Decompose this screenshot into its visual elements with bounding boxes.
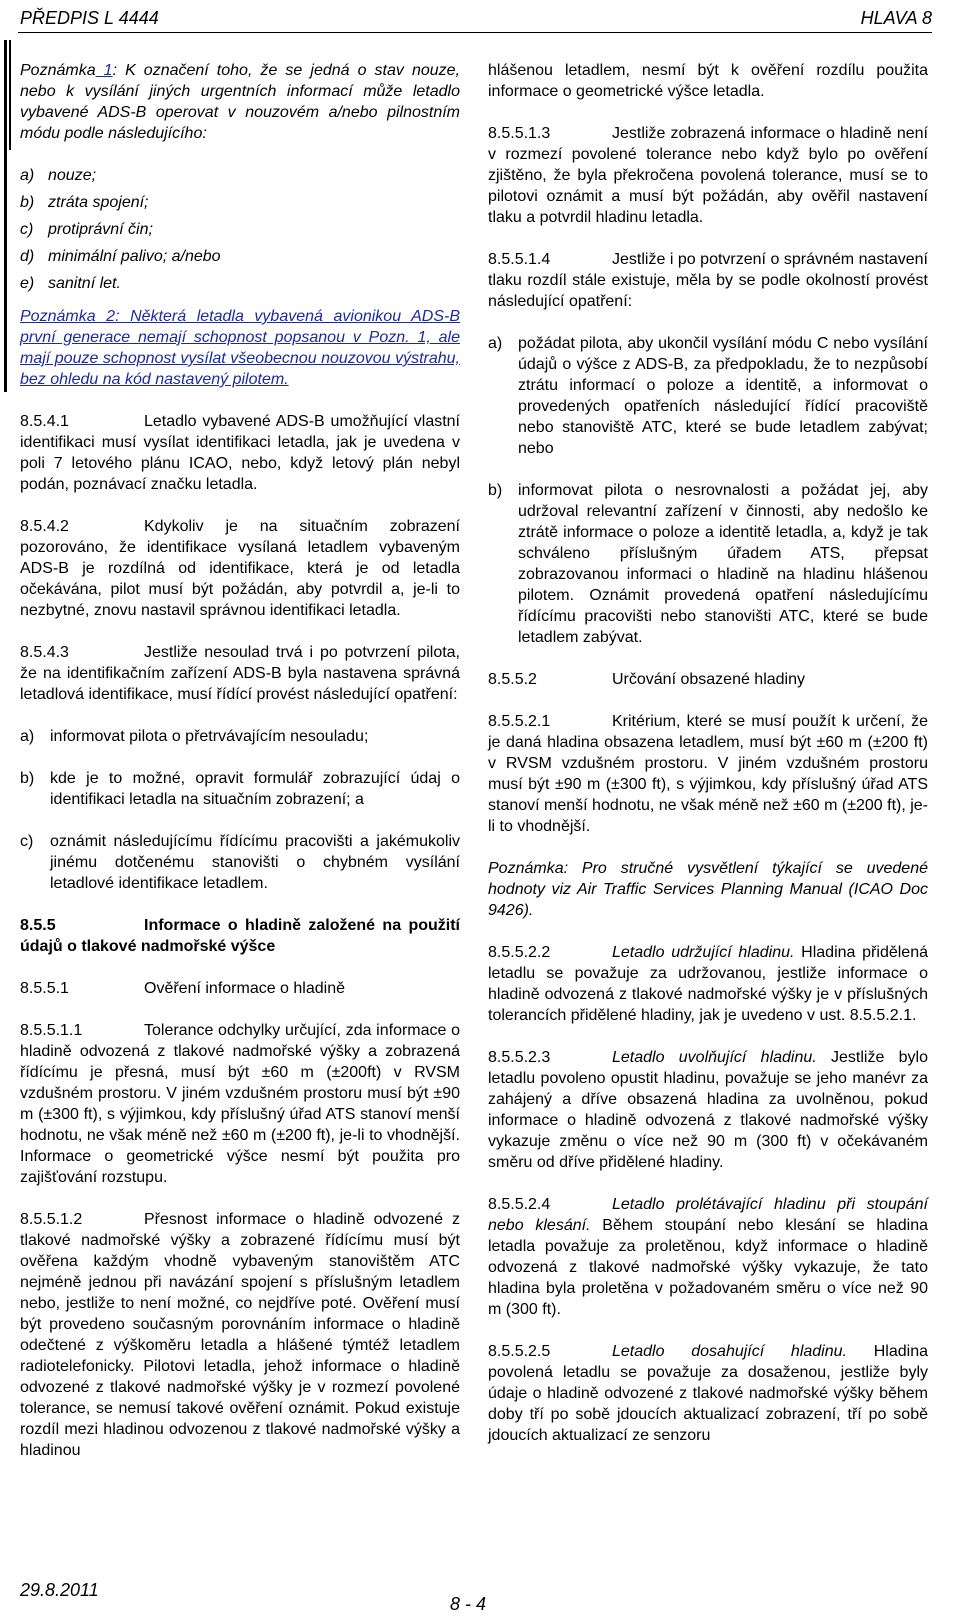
change-bar	[4, 40, 7, 392]
list-item: b) kde je to možné, opravit formulář zobrazující údaj o identifikaci letadla na situačním zobrazení; a	[20, 770, 460, 808]
para-8-5-5-1-4: 8.5.5.1.4 Jestliže i po potvrzení o správném nastavení tlaku rozdíl stále existuje, měla by se podle okolností provést následující opatření:	[488, 251, 928, 310]
list-item: b) ztráta spojení;	[20, 194, 149, 211]
section-heading-8-5-5: 8.5.5 Informace o hladině založené na použití údajů o tlakové nadmořské výšce	[20, 917, 460, 955]
subsection-heading-8-5-5-2: 8.5.5.2 Určování obsazené hladiny	[488, 671, 806, 688]
list-item: c) oznámit následujícímu řídícímu pracovišti a jakémukoliv jinému dotčenému stanovišti o chybném vysílání letadlové identifikace letadlem.	[20, 833, 460, 892]
list-item: a) informovat pilota o přetrvávajícím nesouladu;	[20, 728, 369, 745]
para-8-5-4-1: 8.5.4.1 Letadlo vybavené ADS-B umožňující vlastní identifikaci musí vysílat identifikaci letadla, jak je uvedena v poli 7 letového plánu ICAO, nebo, když letový plán nebyl podán, poznávací značku letadla.	[20, 413, 460, 493]
list-item: a) požádat pilota, aby ukončil vysílání módu C nebo vysílání údajů o výšce z ADS-B, za předpokladu, že to nezpůsobí ztrátu informací o poloze a identitě, a informovat o provedených opatřeních následující řídící pracoviště nebo stanoviště ATC, které se bude letadlem zabývat; nebo	[488, 335, 928, 457]
footer-date: 29.8.2011	[20, 1580, 99, 1600]
para-8-5-5-2-5: 8.5.5.2.5 Letadlo dosahující hladinu. Hladina povolená letadlu se považuje za dosaženou, jestliže byly údaje o hladině odvozené z tlakové nadmořské výšky během doby tří po sobě jdoucích aktualizací zobrazení, tří po sobě jdoucích aktualizací ze senzoru	[488, 1343, 928, 1444]
para-8-5-5-2-3: 8.5.5.2.3 Letadlo uvolňující hladinu. Jestliže bylo letadlu povoleno opustit hladinu, považuje se jeho manévr za zahájený a dříve obsazená hladina za uvolněnou, pokud informace o hladině odvozená z tlakové nadmořské výšky vykazuje změnu o více než 90 m (300 ft) v očekávaném směru od dříve přidělené hladiny.	[488, 1049, 928, 1171]
left-column	[20, 60, 460, 1482]
para-8-5-5-1-2: 8.5.5.1.2 Přesnost informace o hladině odvozené z tlakové nadmořské výšky a zobrazené řídícímu musí být ověřena každým vhodně vybaveným stanovištěm ATC nejméně jednou při navázání spojení s příslušným letadlem nebo, jestliže to není možné, co nejdříve poté. Ověření musí být provedeno současným porovnáním informace o hladině odečtené z výškoměru letadla a hlášené týmtéž letadlem radiotelefonicky. Pilotovi letadla, jehož informace o hladině odvozené z tlakové nadmořské výšky je v rozmezí povolené tolerance, se nemusí takové ověření oznámit. Pokud existuje rozdíl mezi hladinou odvozenou z tlakové nadmořské výšky a hladinou	[20, 1211, 460, 1459]
page-number: 8 - 4	[450, 1594, 487, 1614]
right-column	[488, 60, 928, 1467]
para-8-5-5-2-1: 8.5.5.2.1 Kritérium, které se musí použít k určení, že je daná hladina obsazena letadlem, musí být ±60 m (±200 ft) v RVSM vzdušném prostoru. V jiném vzdušném prostoru musí být ±90 m (±300 ft), s výjimkou, kdy příslušný úřad ATS stanoví menší hodnotu, ne však méně než ±60 m (±200 ft), je-li to vhodnější.	[488, 713, 929, 835]
note-1-ref-link[interactable]: 1	[95, 62, 113, 79]
para-8-5-4-2: 8.5.4.2 Kdykoliv je na situačním zobrazení pozorováno, že identifikace vysílaná letadlem vybaveným ADS-B je rozdílná od identifikace, která je od letadla očekávána, pilot musí být požádán, aby potvrdil a, je-li to nezbytné, znovu nastavil správnou identifikaci letadla.	[20, 518, 460, 619]
para-continuation: hlášenou letadlem, nesmí být k ověření rozdílu použita informace o geometrické výšce letadla.	[488, 62, 928, 100]
document-title: PŘEDPIS L 4444	[20, 8, 159, 28]
para-8-5-5-1-3: 8.5.5.1.3 Jestliže zobrazená informace o hladině není v rozmezí povolené tolerance nebo když bylo po ověření zjištěno, že byla překročena povolená tolerance, musí se to pilotovi oznámit a musí být požádán, aby ověřil nastavení tlaku a potvrdil hladinu letadla.	[488, 125, 928, 226]
list-item: a) nouze;	[20, 167, 97, 184]
list-item: b) informovat pilota o nesrovnalosti a požádat jej, aby udržoval relevantní zařízení v činnosti, aby nedošlo ke ztrátě informace o poloze a identitě letadla, a, když je tak schváleno příslušným úřadem ATS, přepsat zobrazovanou informaci o hladině na hladinu hlášenou pilotem. Oznámit provedená opatření následujícímu řídícímu pracovišti nebo stanovišti ATC, které se bude letadlem zabývat.	[488, 482, 928, 646]
para-8-5-4-3: 8.5.4.3 Jestliže nesoulad trvá i po potvrzení pilota, že na identifikačním zařízení ADS-B byla nastavena správná letadlová identifikace, musí řídící provést následující opatření:	[20, 644, 460, 703]
list-item: d) minimální palivo; a/nebo	[20, 248, 221, 265]
subsection-heading-8-5-5-1: 8.5.5.1 Ověření informace o hladině	[20, 980, 345, 997]
para-8-5-5-2-4: 8.5.5.2.4 Letadlo prolétávající hladinu při stoupání nebo klesání. Během stoupání nebo klesání se hladina letadla považuje za proletěnou, když informace o hladině odvozená z tlakové nadmořské výšky vykazuje, že tato hladina byla proletěna v požadovaném směru o více než 90 m (300 ft).	[488, 1196, 928, 1318]
change-bar	[9, 40, 11, 150]
page-header	[18, 4, 932, 33]
note-1-list	[20, 165, 460, 294]
note-2: Poznámka 2: Některá letadla vybavená avionikou ADS-B první generace nemají schopnost popsanou v Pozn. 1, ale mají pouze schopnost vysílat všeobecnou nouzovou výstrahu, bez ohledu na kód nastavený pilotem.	[20, 308, 460, 388]
note-1: Poznámka 1: K označení toho, že se jedná o stav nouze, nebo k vysílání jiných urgentních informací může letadlo vybavené ADS-B operovat v nouzovém a/nebo pilnostním módu podle následujícího:	[20, 62, 461, 142]
list-item: c) protiprávní čin;	[20, 221, 153, 238]
para-8-5-5-2-2: 8.5.5.2.2 Letadlo udržující hladinu. Hladina přidělená letadlu se považuje za udržovanou, jestliže informace o hladině odvozená z tlakové nadmořské výšky je v příslušných tolerancích přidělené hladiny, jak je uvedeno v ust. 8.5.5.2.1.	[488, 944, 928, 1024]
list-item: e) sanitní let.	[20, 275, 121, 292]
para-8-5-5-1-1: 8.5.5.1.1 Tolerance odchylky určující, zda informace o hladině odvozená z tlakové nadmořské výšky a zobrazená řídícímu je přesná, musí být ±60 m (±200ft) v RVSM vzdušném prostoru. V jiném vzdušném prostoru musí být ±90 m (±300 ft), s výjimkou, kdy příslušný úřad ATS stanoví menší hodnotu, ne však méně než ±60 m (±200 ft), je-li to vhodnější. Informace o geometrické výšce nesmí být použita pro zajišťování rozstupu.	[20, 1022, 460, 1186]
chapter-title: HLAVA 8	[860, 8, 932, 28]
note: Poznámka: Pro stručné vysvětlení týkající se uvedené hodnoty viz Air Traffic Services Planning Manual (ICAO Doc 9426).	[488, 860, 928, 919]
